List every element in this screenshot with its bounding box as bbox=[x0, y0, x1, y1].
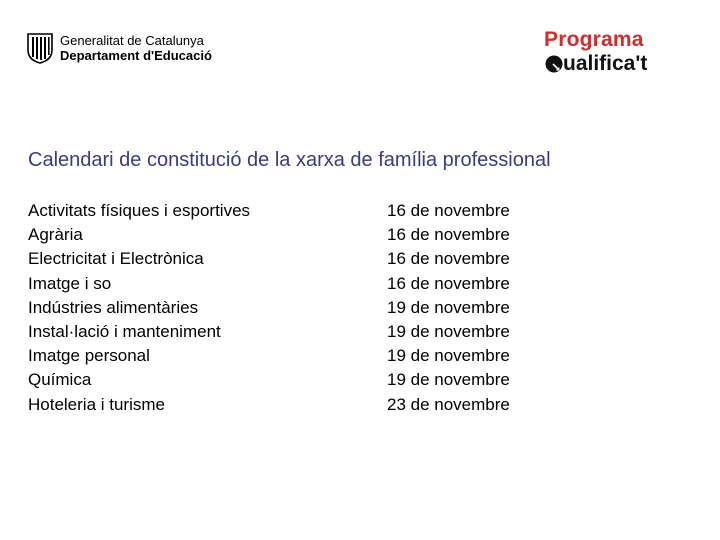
generalitat-logo bbox=[26, 32, 212, 64]
constitution-date: 19 de novembre bbox=[387, 297, 510, 317]
constitution-date: 16 de novembre bbox=[387, 249, 510, 269]
list-item bbox=[28, 393, 628, 417]
list-item bbox=[28, 199, 628, 223]
family-name: Agrària bbox=[28, 225, 83, 245]
brand-line-1: Programa bbox=[544, 28, 644, 51]
list-item bbox=[28, 223, 628, 247]
generalitat-emblem-icon bbox=[26, 32, 54, 64]
schedule-list bbox=[28, 199, 628, 417]
constitution-date: 19 de novembre bbox=[387, 370, 510, 390]
family-name: Imatge i so bbox=[28, 273, 112, 293]
family-name: Electricitat i Electrònica bbox=[28, 249, 204, 269]
constitution-date: 16 de novembre bbox=[387, 225, 510, 245]
family-name: Química bbox=[28, 370, 92, 390]
family-name: Instal·lació i manteniment bbox=[28, 321, 221, 341]
constitution-date: 19 de novembre bbox=[387, 321, 510, 341]
qualificat-q-icon bbox=[544, 54, 564, 74]
family-name: Activitats físiques i esportives bbox=[28, 201, 251, 220]
family-name: Imatge personal bbox=[28, 346, 150, 366]
constitution-date: 16 de novembre bbox=[387, 273, 510, 293]
constitution-date: 16 de novembre bbox=[387, 201, 510, 220]
brand-line-2: ualifica't bbox=[563, 52, 648, 75]
family-name: Indústries alimentàries bbox=[28, 297, 199, 317]
list-item bbox=[28, 344, 628, 368]
programa-qualificat-logo bbox=[544, 28, 714, 76]
department-name: Departament d'Educació bbox=[60, 48, 212, 63]
list-item bbox=[28, 368, 628, 392]
constitution-date: 23 de novembre bbox=[387, 394, 510, 414]
constitution-date: 19 de novembre bbox=[387, 346, 510, 366]
list-item bbox=[28, 247, 628, 271]
org-name: Generalitat de Catalunya bbox=[60, 33, 204, 48]
list-item bbox=[28, 272, 628, 296]
list-item bbox=[28, 320, 628, 344]
family-name: Hoteleria i turisme bbox=[28, 394, 165, 414]
list-item bbox=[28, 296, 628, 320]
page-title: Calendari de constitució de la xarxa de família professional bbox=[28, 149, 551, 171]
